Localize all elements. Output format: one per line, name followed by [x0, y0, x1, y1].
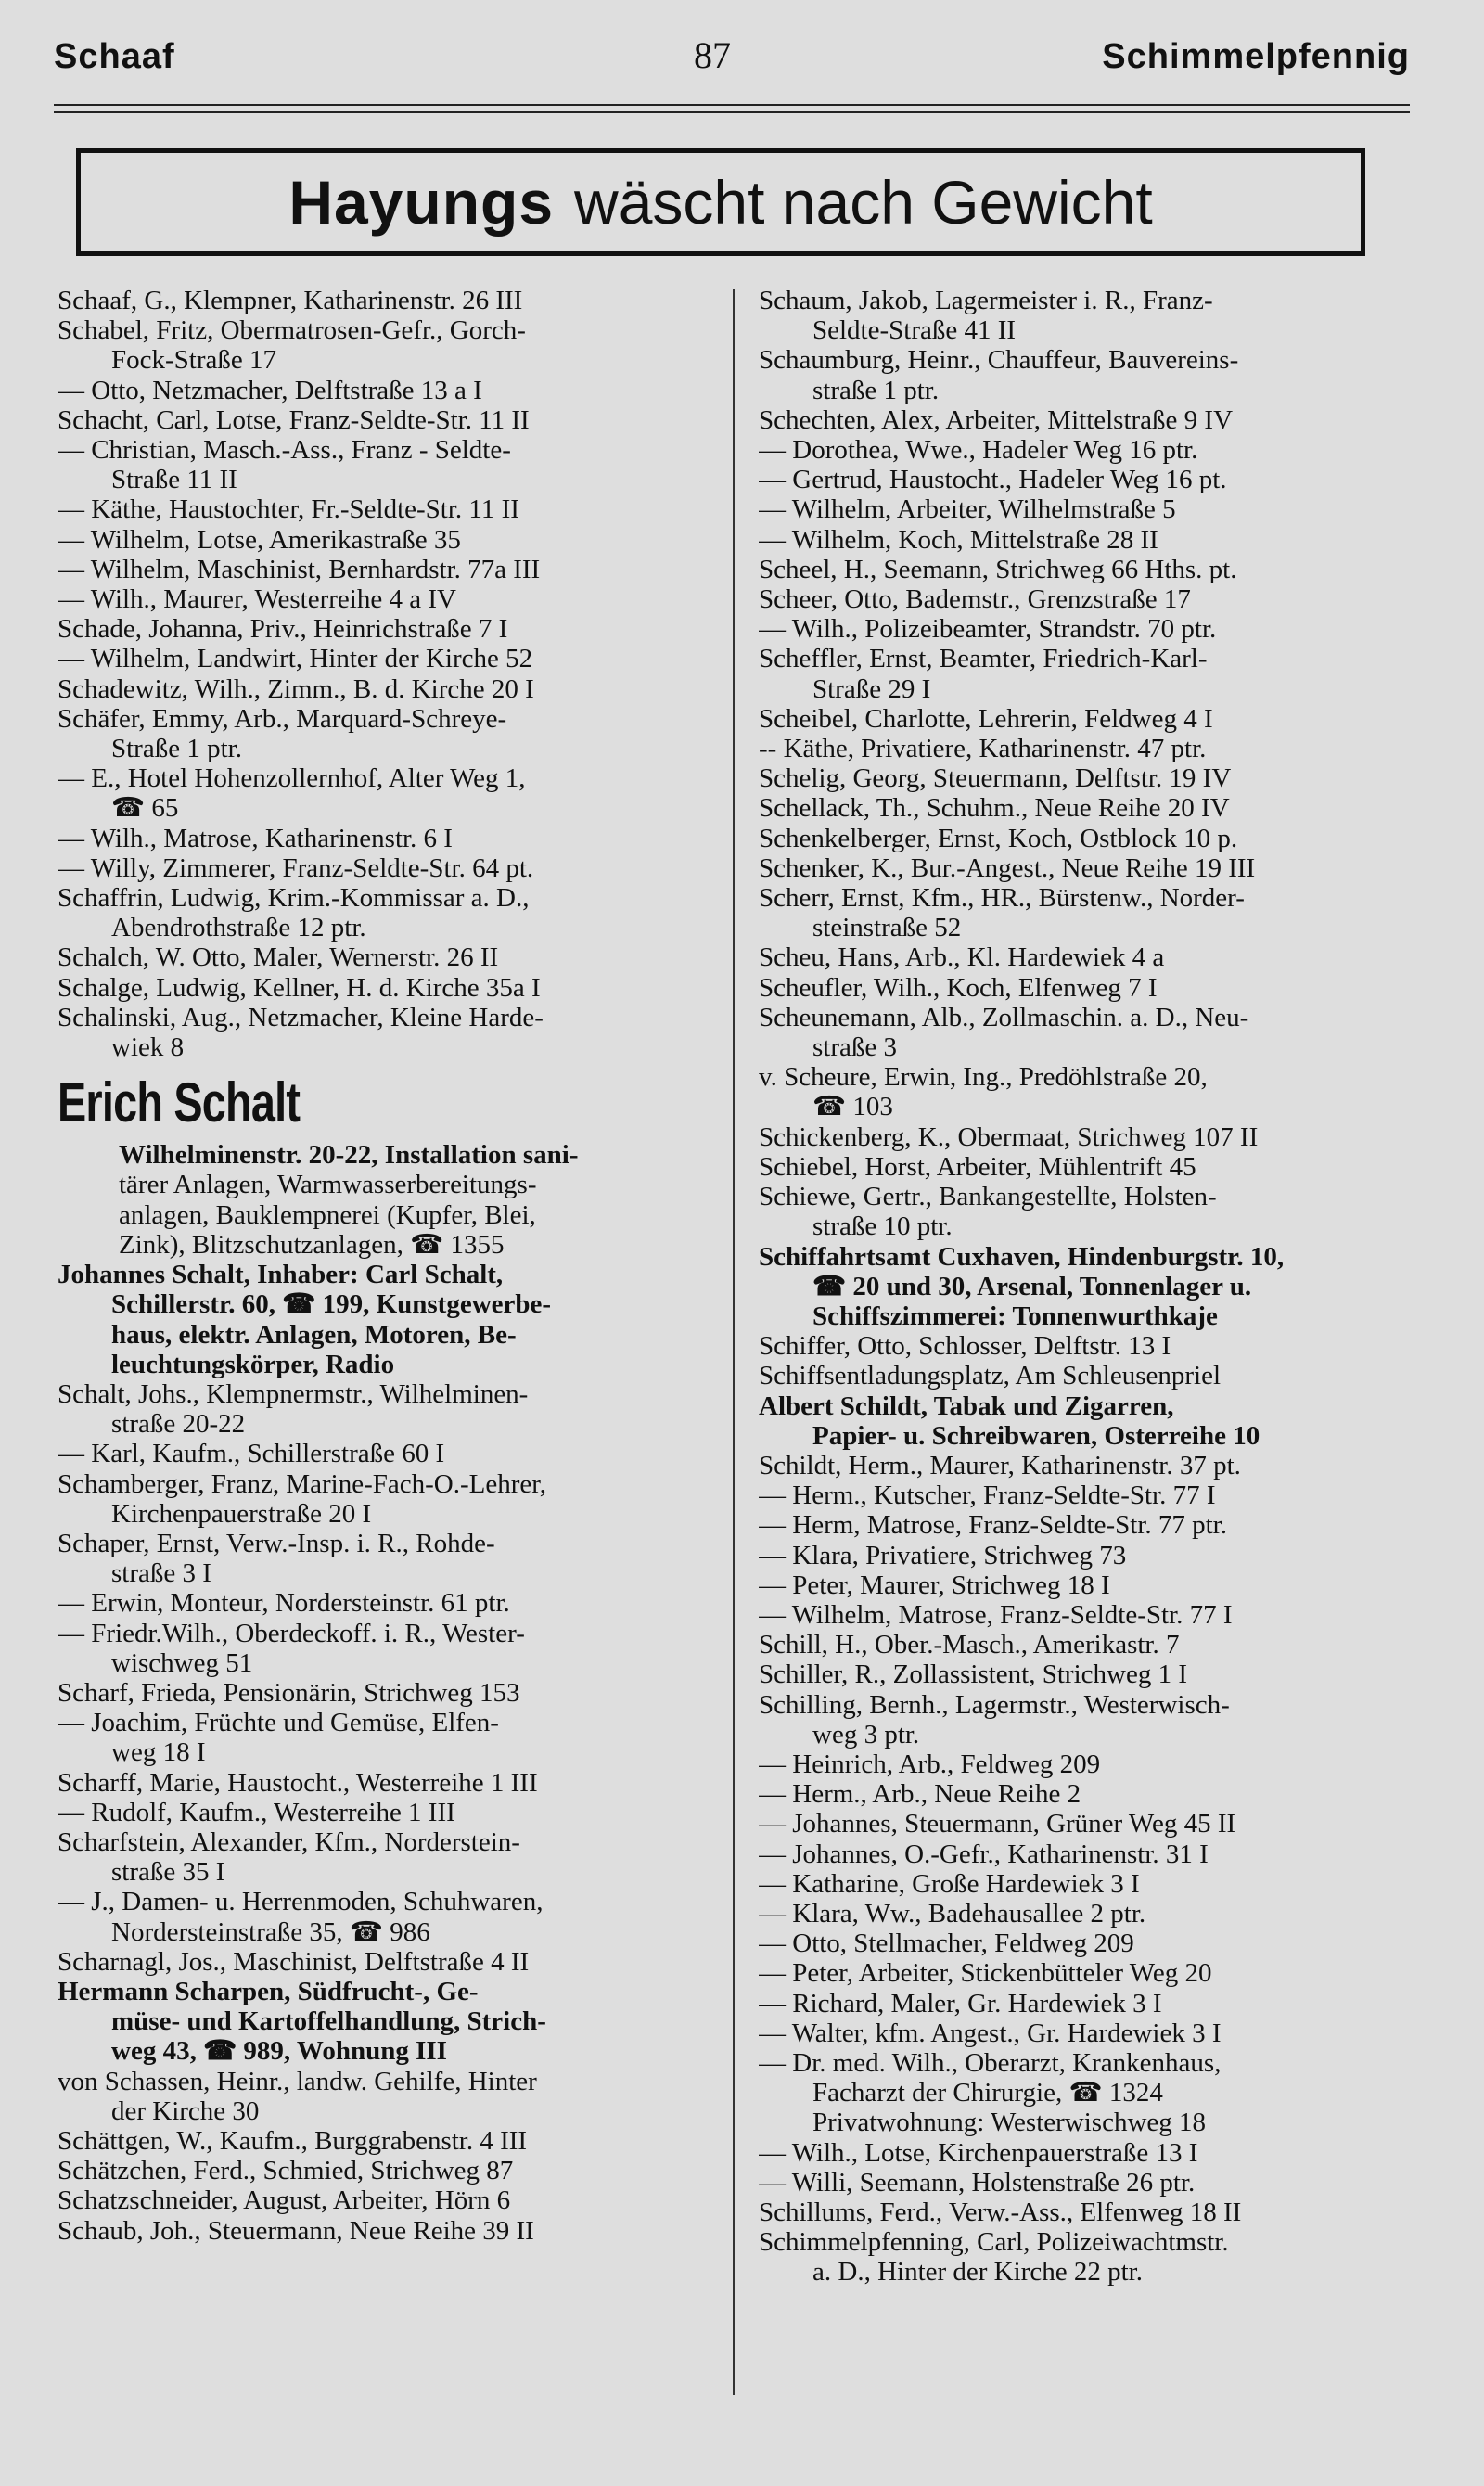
directory-entry: [759, 435, 1419, 465]
entry-line: — Wilhelm, Arbeiter, Wilhelmstraße 5: [759, 494, 1176, 525]
directory-entry: [58, 286, 718, 315]
page-header: [54, 28, 1410, 83]
entry-line: Scharfstein, Alexander, Kfm., Norderstein-: [58, 1826, 520, 1857]
directory-entry: [759, 853, 1419, 883]
directory-entry: [759, 763, 1419, 793]
entry-continuation: wischweg 51: [111, 1647, 253, 1678]
directory-entry: [759, 2018, 1419, 2048]
entry-line: — E., Hotel Hohenzollernhof, Alter Weg 1,: [58, 763, 526, 794]
directory-entry: [759, 1003, 1419, 1062]
directory-entry: [759, 1242, 1419, 1332]
directory-entry: [759, 1690, 1419, 1749]
entry-line: Scheer, Otto, Bademstr., Grenzstraße 17: [759, 584, 1191, 615]
entry-line: — Johannes, Steuermann, Grüner Weg 45 II: [759, 1809, 1236, 1839]
entry-continuation: weg 43, ☎ 989, Wohnung III: [111, 2036, 447, 2067]
entry-line: — Gertrud, Haustocht., Hadeler Weg 16 pt.: [759, 465, 1227, 495]
directory-entry: [759, 1958, 1419, 1988]
directory-entry: [58, 1003, 718, 1062]
directory-entry: [759, 973, 1419, 1003]
entry-line: Schilling, Bernh., Lagermstr., Westerwisch-: [759, 1689, 1230, 1720]
directory-entry: [759, 1152, 1419, 1182]
entry-line: Schadewitz, Wilh., Zimm., B. d. Kirche 20 I: [58, 673, 534, 704]
directory-entry: [759, 1182, 1419, 1241]
directory-entry: [759, 883, 1419, 942]
directory-entry: [58, 2185, 718, 2215]
entry-line: von Schassen, Heinr., landw. Gehilfe, Hinter: [58, 2066, 537, 2096]
entry-continuation: steinstraße 52: [812, 913, 962, 943]
directory-entry: [759, 1659, 1419, 1689]
schalt-ad: [58, 1066, 718, 1260]
entry-line: Schaffrin, Ludwig, Krim.-Kommissar a. D.,: [58, 883, 530, 914]
directory-entry: [759, 1630, 1419, 1659]
entry-line: — Katharine, Große Hardewiek 3 I: [759, 1868, 1140, 1899]
directory-entry: [759, 824, 1419, 853]
entry-line: — Christian, Masch.-Ass., Franz - Seldte-: [58, 435, 511, 466]
directory-entry: [759, 734, 1419, 763]
entry-continuation: Nordersteinstraße 35, ☎ 986: [111, 1916, 430, 1947]
entry-line: — Käthe, Haustochter, Fr.-Seldte-Str. 11 II: [58, 494, 519, 525]
entry-line: — Wilh., Polizeibeamter, Strandstr. 70 ptr.: [759, 614, 1217, 645]
entry-line: Schaumburg, Heinr., Chauffeur, Bauvereins-: [759, 345, 1239, 376]
directory-entry: [759, 1510, 1419, 1540]
directory-entry: [58, 614, 718, 644]
entry-line: — Wilhelm, Landwirt, Hinter der Kirche 52: [58, 644, 533, 674]
directory-entry: [759, 1839, 1419, 1869]
entry-line: Schättgen, W., Kaufm., Burggrabenstr. 4 III: [58, 2125, 528, 2156]
entry-line: — Joachim, Früchte und Gemüse, Elfen-: [58, 1708, 499, 1738]
entry-line: Scherr, Ernst, Kfm., HR., Bürstenw., Norder-: [759, 883, 1245, 914]
directory-entry: [759, 1600, 1419, 1630]
entry-line: Schalinski, Aug., Netzmacher, Kleine Harde-: [58, 1002, 544, 1032]
entry-line: Albert Schildt, Tabak und Zigarren,: [759, 1390, 1174, 1421]
entry-continuation: Fock-Straße 17: [111, 345, 276, 376]
directory-entry: [58, 973, 718, 1003]
schalt-ad-line: tärer Anlagen, Warmwasserbereitungs-: [119, 1170, 537, 1200]
directory-entry: [58, 494, 718, 524]
entry-line: — Otto, Netzmacher, Delftstraße 13 a I: [58, 375, 482, 405]
entry-line: Schalch, W. Otto, Maler, Wernerstr. 26 II: [58, 942, 499, 973]
entry-line: — Wilh., Lotse, Kirchenpauerstraße 13 I: [759, 2137, 1198, 2168]
entry-line: Schellack, Th., Schuhm., Neue Reihe 20 IV: [759, 793, 1230, 824]
directory-entry: [759, 1331, 1419, 1361]
directory-entry: [58, 405, 718, 435]
entry-continuation: Straße 11 II: [111, 465, 237, 495]
schalt-ad-line: anlagen, Bauklempnerei (Kupfer, Blei,: [119, 1199, 536, 1230]
schalt-ad-line: Zink), Blitzschutzanlagen, ☎ 1355: [119, 1229, 505, 1260]
entry-line: — Johannes, O.-Gefr., Katharinenstr. 31 I: [759, 1839, 1209, 1869]
directory-entry: [759, 2168, 1419, 2198]
header-rule: [54, 104, 1410, 106]
ad-brand: Hayungs: [288, 168, 555, 237]
directory-entry: [58, 2156, 718, 2185]
directory-entry: [58, 435, 718, 494]
directory-entry: [759, 1361, 1419, 1390]
entry-line: — J., Damen- u. Herrenmoden, Schuhwaren,: [58, 1887, 544, 1917]
entry-line: Schabel, Fritz, Obermatrosen-Gefr., Gorch-: [58, 315, 526, 346]
directory-entry: [759, 1809, 1419, 1839]
directory-entry: [759, 1929, 1419, 1958]
entry-line: — Otto, Stellmacher, Feldweg 209: [759, 1929, 1134, 1959]
directory-entry: [759, 644, 1419, 703]
directory-entry: [759, 286, 1419, 345]
entry-line: Scheibel, Charlotte, Lehrerin, Feldweg 4 I: [759, 703, 1213, 734]
entry-continuation: Straße 29 I: [812, 673, 931, 704]
entry-continuation: Privatwohnung: Westerwischweg 18: [812, 2108, 1207, 2138]
entry-line: — Rudolf, Kaufm., Westerreihe 1 III: [58, 1797, 455, 1827]
entry-continuation: straße 3 I: [111, 1558, 211, 1589]
entry-continuation: Schillerstr. 60, ☎ 199, Kunstgewerbe-: [111, 1289, 552, 1320]
entry-line: Schamberger, Franz, Marine-Fach-O.-Lehrer,: [58, 1468, 546, 1499]
directory-entry: [759, 1541, 1419, 1570]
header-last-entry: Schimmelpfennig: [1102, 37, 1410, 76]
directory-entry: [58, 1379, 718, 1439]
entry-continuation: a. D., Hinter der Kirche 22 ptr.: [812, 2257, 1143, 2287]
entry-line: Schacht, Carl, Lotse, Franz-Seldte-Str. 11 II: [58, 404, 530, 435]
entry-continuation: müse- und Kartoffelhandlung, Strich-: [111, 2006, 546, 2037]
entry-line: Schäfer, Emmy, Arb., Marquard-Schreye-: [58, 703, 507, 734]
directory-entry: [58, 1588, 718, 1618]
directory-entry: [58, 584, 718, 614]
entry-line: Schatzschneider, August, Arbeiter, Hörn 6: [58, 2185, 511, 2216]
entry-line: Schildt, Herm., Maurer, Katharinenstr. 37 pt.: [759, 1450, 1241, 1480]
entry-continuation: weg 3 ptr.: [812, 1719, 920, 1749]
entry-line: Schalt, Johs., Klempnermstr., Wilhelminen-: [58, 1378, 529, 1409]
directory-entry: [58, 376, 718, 405]
entry-line: Scharff, Marie, Haustocht., Westerreihe 1 III: [58, 1767, 538, 1798]
directory-entry: [759, 2138, 1419, 2168]
entry-line: Scheufler, Wilh., Koch, Elfenweg 7 I: [759, 972, 1158, 1003]
directory-entry: [58, 1827, 718, 1887]
entry-line: Scharnagl, Jos., Maschinist, Delftstraße 4 II: [58, 1946, 530, 1977]
entry-line: -- Käthe, Privatiere, Katharinenstr. 47 ptr.: [759, 734, 1207, 764]
entry-continuation: Straße 1 ptr.: [111, 734, 242, 764]
entry-continuation: ☎ 103: [812, 1092, 893, 1122]
entry-line: Schaper, Ernst, Verw.-Insp. i. R., Rohde-: [58, 1528, 495, 1558]
entry-line: — Wilh., Matrose, Katharinenstr. 6 I: [58, 823, 453, 853]
directory-entry: [759, 1779, 1419, 1809]
directory-entry: [759, 584, 1419, 614]
entry-line: Scheffler, Ernst, Beamter, Friedrich-Karl-: [759, 644, 1208, 674]
entry-line: Schiewe, Gertr., Bankangestellte, Holsten-: [759, 1182, 1217, 1212]
directory-entry: [759, 793, 1419, 823]
entry-continuation: wiek 8: [111, 1032, 185, 1063]
entry-line: Schaub, Joh., Steuermann, Neue Reihe 39 II: [58, 2215, 534, 2246]
directory-entry: [759, 1122, 1419, 1152]
entry-continuation: straße 3: [812, 1032, 897, 1063]
entry-line: — Wilh., Maurer, Westerreihe 4 a IV: [58, 584, 456, 615]
entry-continuation: straße 20-22: [111, 1409, 246, 1440]
directory-entry: [58, 1469, 718, 1529]
entry-continuation: straße 10 ptr.: [812, 1211, 953, 1242]
directory-entry: [759, 465, 1419, 494]
directory-entry: [759, 525, 1419, 555]
entry-line: Schalge, Ludwig, Kellner, H. d. Kirche 35a I: [58, 972, 541, 1003]
entry-line: — Wilhelm, Maschinist, Bernhardstr. 77a III: [58, 554, 541, 584]
directory-entry: [759, 1899, 1419, 1929]
left-entries-1: [58, 286, 718, 1062]
header-first-entry: Schaaf: [54, 37, 175, 76]
directory-entry: [759, 555, 1419, 584]
directory-entry: [759, 345, 1419, 404]
directory-entry: [58, 1798, 718, 1827]
entry-line: Scheunemann, Alb., Zollmaschin. a. D., Neu-: [759, 1002, 1249, 1032]
entry-continuation: ☎ 20 und 30, Arsenal, Tonnenlager u.: [812, 1271, 1252, 1301]
entry-line: Schenkelberger, Ernst, Koch, Ostblock 10 p.: [759, 823, 1238, 853]
entry-line: — Friedr.Wilh., Oberdeckoff. i. R., Wester-: [58, 1618, 525, 1648]
directory-entry: [58, 853, 718, 883]
entry-line: — Richard, Maler, Gr. Hardewiek 3 I: [759, 1988, 1162, 2018]
entry-line: — Herm, Matrose, Franz-Seldte-Str. 77 ptr.: [759, 1510, 1227, 1541]
right-column: [759, 286, 1419, 2287]
entry-line: — Walter, kfm. Angest., Gr. Hardewiek 3 I: [759, 2018, 1222, 2048]
entry-line: Schenker, K., Bur.-Angest., Neue Reihe 19 III: [759, 852, 1256, 883]
directory-entry: [759, 405, 1419, 435]
directory-entry: [58, 1887, 718, 1946]
directory-entry: [58, 644, 718, 673]
entry-line: Johannes Schalt, Inhaber: Carl Schalt,: [58, 1260, 504, 1290]
entry-line: — Dr. med. Wilh., Oberarzt, Krankenhaus,: [759, 2047, 1222, 2078]
directory-entry: [58, 824, 718, 853]
entry-line: — Karl, Kaufm., Schillerstraße 60 I: [58, 1439, 445, 1469]
entry-line: Schiffer, Otto, Schlosser, Delftstr. 13 I: [759, 1331, 1171, 1362]
left-column: [58, 286, 718, 2246]
directory-entry: [759, 2048, 1419, 2138]
entry-line: Hermann Scharpen, Südfrucht-, Ge-: [58, 1976, 479, 2006]
entry-line: — Willi, Seemann, Holstenstraße 26 ptr.: [759, 2167, 1196, 2198]
schalt-ad-line: Wilhelminenstr. 20-22, Installation sani-: [119, 1140, 579, 1171]
entry-line: Schaum, Jakob, Lagermeister i. R., Franz-: [759, 286, 1213, 315]
entry-line: Schätzchen, Ferd., Schmied, Strichweg 87: [58, 2156, 514, 2186]
entry-line: — Peter, Arbeiter, Stickenbütteler Weg 20: [759, 1958, 1212, 1989]
right-entries: [759, 286, 1419, 2287]
entry-line: v. Scheure, Erwin, Ing., Predöhlstraße 20,: [759, 1062, 1208, 1093]
ad-banner: [76, 148, 1365, 256]
entry-continuation: straße 1 ptr.: [812, 375, 940, 405]
entry-continuation: Abendrothstraße 12 ptr.: [111, 913, 366, 943]
entry-continuation: leuchtungskörper, Radio: [111, 1349, 395, 1379]
entry-line: Schiebel, Horst, Arbeiter, Mühlentrift 45: [759, 1151, 1196, 1182]
directory-entry: [759, 1749, 1419, 1779]
entry-line: — Erwin, Monteur, Nordersteinstr. 61 ptr.: [58, 1588, 510, 1619]
directory-entry: [58, 1529, 718, 1588]
directory-entry: [58, 1678, 718, 1708]
directory-entry: [58, 1439, 718, 1468]
directory-entry: [58, 883, 718, 942]
entry-continuation: Kirchenpauerstraße 20 I: [111, 1498, 372, 1529]
entry-line: — Klara, Ww., Badehausallee 2 ptr.: [759, 1898, 1146, 1929]
directory-entry: [58, 2126, 718, 2156]
directory-entry: [58, 2216, 718, 2246]
entry-continuation: der Kirche 30: [111, 2095, 260, 2126]
directory-entry: [58, 1768, 718, 1798]
directory-entry: [58, 704, 718, 763]
entry-line: Schiffsentladungsplatz, Am Schleusenpriel: [759, 1361, 1222, 1391]
ad-slogan: wäscht nach Gewicht: [574, 168, 1153, 237]
directory-entry: [58, 1977, 718, 2067]
directory-entry: [759, 1869, 1419, 1899]
directory-entry: [759, 1989, 1419, 2018]
directory-entry: [58, 1260, 718, 1379]
entry-line: — Wilhelm, Koch, Mittelstraße 28 II: [759, 524, 1158, 555]
entry-continuation: ☎ 65: [111, 793, 179, 824]
entry-continuation: Papier- u. Schreibwaren, Osterreihe 10: [812, 1420, 1260, 1451]
schalt-ad-name: Erich Schalt: [58, 1071, 301, 1134]
entry-line: Schaaf, G., Klempner, Katharinenstr. 26 III: [58, 286, 523, 315]
entry-continuation: weg 18 I: [111, 1737, 206, 1768]
directory-entry: [58, 2067, 718, 2126]
entry-line: — Klara, Privatiere, Strichweg 73: [759, 1540, 1127, 1570]
column-divider: [733, 289, 735, 2395]
entry-line: Schillums, Ferd., Verw.-Ass., Elfenweg 18 II: [759, 2198, 1242, 2227]
entry-line: Scheel, H., Seemann, Strichweg 66 Hths. pt.: [759, 554, 1237, 584]
entry-line: — Heinrich, Arb., Feldweg 209: [759, 1749, 1101, 1779]
entry-line: Schiffahrtsamt Cuxhaven, Hindenburgstr. 10,: [759, 1241, 1285, 1272]
directory-entry: [759, 2227, 1419, 2287]
directory-entry: [759, 704, 1419, 734]
directory-entry: [759, 942, 1419, 972]
entry-line: — Herm., Arb., Neue Reihe 2: [759, 1779, 1081, 1810]
directory-entry: [58, 555, 718, 584]
entry-line: — Wilhelm, Matrose, Franz-Seldte-Str. 77 I: [759, 1599, 1233, 1630]
directory-entry: [759, 1480, 1419, 1510]
entry-continuation: Schiffszimmerei: Tonnenwurthkaje: [812, 1301, 1218, 1331]
directory-entry: [759, 1062, 1419, 1121]
directory-entry: [58, 1708, 718, 1767]
entry-continuation: haus, elektr. Anlagen, Motoren, Be-: [111, 1319, 517, 1350]
entry-line: Schechten, Alex, Arbeiter, Mittelstraße 9 IV: [759, 404, 1234, 435]
entry-continuation: Seldte-Straße 41 II: [812, 315, 1017, 346]
entry-continuation: Facharzt der Chirurgie, ☎ 1324: [812, 2078, 1163, 2108]
directory-entry: [58, 674, 718, 704]
schalt-ad-text: [20, 1140, 718, 1260]
entry-line: Schiller, R., Zollassistent, Strichweg 1 I: [759, 1659, 1187, 1690]
entry-line: Scharf, Frieda, Pensionärin, Strichweg 153: [58, 1677, 520, 1708]
entry-line: — Peter, Maurer, Strichweg 18 I: [759, 1570, 1110, 1600]
directory-entry: [759, 2198, 1419, 2227]
left-entries-2: [58, 1260, 718, 2246]
entry-line: Schickenberg, K., Obermaat, Strichweg 107 II: [759, 1121, 1259, 1152]
page-number: 87: [694, 34, 731, 76]
entry-line: Schill, H., Ober.-Masch., Amerikastr. 7: [759, 1630, 1180, 1660]
entry-line: Schelig, Georg, Steuermann, Delftstr. 19 IV: [759, 763, 1232, 794]
directory-entry: [759, 1451, 1419, 1480]
directory-entry: [58, 763, 718, 823]
directory-entry: [58, 525, 718, 555]
entry-line: Schimmelpfenning, Carl, Polizeiwachtmstr.: [759, 2227, 1229, 2258]
entry-line: Scheu, Hans, Arb., Kl. Hardewiek 4 a: [759, 942, 1165, 973]
directory-entry: [759, 494, 1419, 524]
directory-entry: [58, 942, 718, 972]
entry-line: — Wilhelm, Lotse, Amerikastraße 35: [58, 524, 461, 555]
directory-entry: [759, 1570, 1419, 1600]
directory-entry: [58, 315, 718, 375]
entry-continuation: straße 35 I: [111, 1857, 225, 1888]
entry-line: — Herm., Kutscher, Franz-Seldte-Str. 77 I: [759, 1480, 1216, 1511]
header-rule-2: [54, 111, 1410, 113]
directory-entry: [58, 1619, 718, 1678]
entry-line: — Willy, Zimmerer, Franz-Seldte-Str. 64 pt.: [58, 852, 534, 883]
directory-entry: [58, 1947, 718, 1977]
entry-line: — Dorothea, Wwe., Hadeler Weg 16 ptr.: [759, 435, 1198, 466]
entry-line: Schade, Johanna, Priv., Heinrichstraße 7 I: [58, 614, 508, 645]
directory-entry: [759, 1391, 1419, 1451]
directory-entry: [759, 614, 1419, 644]
